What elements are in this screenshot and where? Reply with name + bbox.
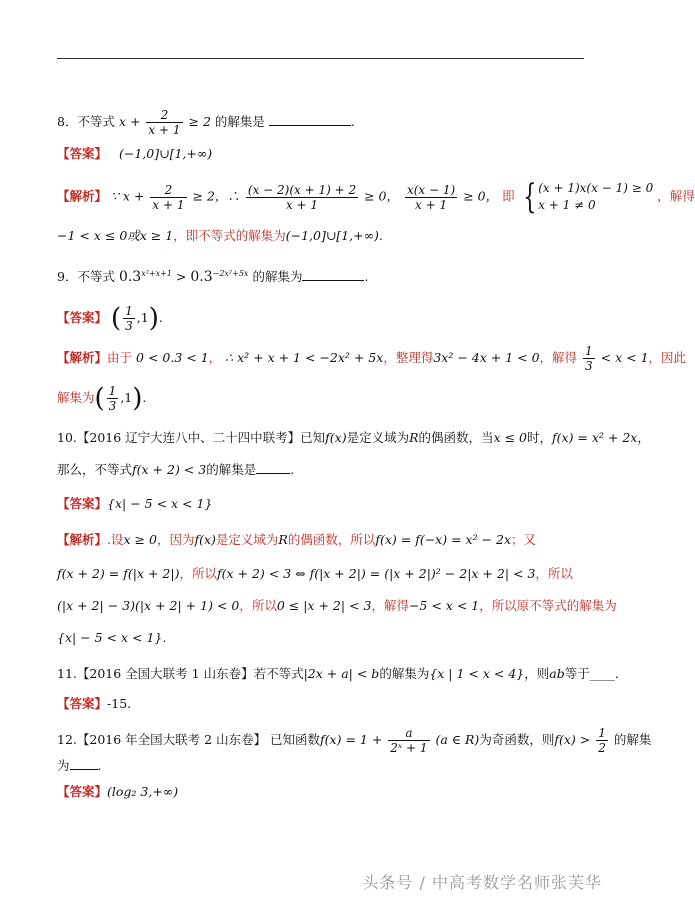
q10-sol-l3-b: ，解得 <box>371 598 409 613</box>
q11-answer <box>57 696 131 712</box>
q11-a: 11.【2016 全国大联考 1 山东卷】若不等式 <box>57 666 304 681</box>
q9-answer-lparen: ( <box>111 303 122 334</box>
q9-answer-blank[interactable] <box>302 280 364 281</box>
q8-sol-l2-end: . <box>378 228 383 243</box>
q8-sol-sys-2: x + 1 ≠ 0 <box>538 198 596 212</box>
q12-m2: (a ∈ R) <box>435 732 480 747</box>
q9-solution-line-1 <box>57 344 686 373</box>
q12-frac-1-den: 2ˣ + 1 <box>390 741 428 755</box>
q8-sol-frac-2 <box>246 183 358 212</box>
q11-answer-blank[interactable]: ____ <box>589 666 615 681</box>
q9-answer-rest: ,1 <box>136 310 149 325</box>
answer-label: 【答案】 <box>57 696 108 711</box>
q12-frac-1-num: a <box>388 726 429 741</box>
q10-l1-d: 时， <box>527 430 553 445</box>
q9-sol-l2-rest: ,1 <box>120 390 133 405</box>
q9-base-2: 0.3 <box>190 269 213 286</box>
q10-sol-l1-c: 是定义域为 <box>215 532 279 547</box>
q9-gt: > <box>171 269 191 285</box>
q10-l1-m3: x ≤ 0 <box>493 430 527 445</box>
q10-sol-l3-c: ，所以原不等式的解集为 <box>479 598 617 613</box>
question-12-line-1 <box>57 726 651 755</box>
question-12-line-2 <box>57 758 102 774</box>
q10-solution-line-4 <box>57 630 166 646</box>
q10-sol-l1-e: ；又 <box>511 532 537 547</box>
q10-l1-m1: f(x) <box>325 430 347 445</box>
q9-sol-frac-den: 3 <box>585 359 593 373</box>
q11-m3: ab <box>549 666 565 681</box>
q8-answer <box>57 146 212 162</box>
q10-l1-c: 的偶函数，当 <box>418 430 494 445</box>
q9-answer-den: 3 <box>125 319 133 333</box>
q9-sol-m4: < x < 1 <box>600 350 649 365</box>
q10-sol-l3-m3: −5 < x < 1 <box>408 598 480 613</box>
q11-end: . <box>614 666 619 681</box>
q10-sol-l1-b: ，因为 <box>156 532 195 547</box>
q8-answer-value: (−1,0]∪[1,+∞) <box>119 146 213 161</box>
q8-frac-num: 2 <box>146 108 182 123</box>
q10-l1-a: 10.【2016 辽宁大连八中、二十四中联考】已知 <box>57 430 326 445</box>
q10-sol-l1-a: .设 <box>107 532 124 547</box>
q12-a: 12.【2016 年全国大联考 2 山东卷】 已知函数 <box>57 732 321 747</box>
q9-sol-t4: ，解得 <box>539 350 578 365</box>
q8-answer-blank[interactable] <box>269 125 351 126</box>
q9-sol-frac-num: 1 <box>585 344 593 358</box>
q8-sol-s3: ≥ 0， <box>463 188 499 204</box>
q11-answer-value: -15 <box>107 696 128 711</box>
q9-sol-t2: ， <box>208 350 222 365</box>
q9-text: 9．不等式 <box>57 269 115 285</box>
q10-answer-blank[interactable] <box>256 473 290 474</box>
question-11 <box>57 666 619 682</box>
q9-sol-l2-den: 3 <box>108 399 117 413</box>
question-8 <box>57 108 355 137</box>
header-rule <box>57 58 584 59</box>
q10-l1-m2: R <box>409 430 419 445</box>
q12-m3: f(x) > <box>554 732 591 747</box>
q9-answer-num: 1 <box>125 304 133 318</box>
q9-suffix: 的解集为 <box>252 269 303 285</box>
solution-label: 【解析】 <box>57 350 108 365</box>
q12-c: 的解集 <box>613 732 652 747</box>
q9-sol-l2-lparen: ( <box>94 383 105 414</box>
q9-answer-frac <box>123 304 135 333</box>
q10-sol-l1-m2: f(x) <box>194 532 216 547</box>
q12-answer-blank[interactable] <box>70 769 98 770</box>
q9-exp-1: x²+x+1 <box>141 269 172 278</box>
q9-exp-2: −2x²+5x <box>212 269 249 278</box>
q12-frac-2-den: 2 <box>598 741 606 755</box>
q9-sol-l2-rparen: ) <box>132 383 143 414</box>
q8-solution-line-1 <box>57 177 695 217</box>
q11-b: 的解集为 <box>379 666 430 681</box>
q8-end: . <box>350 114 355 129</box>
q12-answer <box>57 784 178 800</box>
q10-sol-l4-end: . <box>162 630 167 645</box>
q10-sol-l1-m1: x ≥ 0 <box>123 532 157 547</box>
q10-l2-a: 那么，不等式 <box>57 462 133 477</box>
answer-label: 【答案】 <box>57 496 108 511</box>
question-10-line-2 <box>57 462 294 478</box>
answer-label: 【答案】 <box>57 784 108 799</box>
q9-sol-m3: 3x² − 4x + 1 < 0 <box>433 350 540 365</box>
answer-label: 【答案】 <box>57 146 108 161</box>
q8-sol-s2: ≥ 0， <box>364 188 399 204</box>
q8-sol-frac-1 <box>150 183 186 212</box>
q10-solution-line-1 <box>57 532 536 548</box>
q10-sol-l1-m4: f(x) = f(−x) = x² − 2x <box>375 532 512 547</box>
q11-m1: |2x + a| < b <box>303 666 380 681</box>
q9-end: . <box>364 269 369 285</box>
q8-sol-frac-1-den: x + 1 <box>152 197 185 212</box>
q12-frac-1 <box>388 726 429 755</box>
q10-l1-m4: f(x) = x² + 2x <box>552 430 638 445</box>
q9-sol-m1: 0 < 0.3 < 1 <box>136 350 209 365</box>
q9-sol-l2-text: 解集为 <box>57 390 95 405</box>
q10-sol-l2-m2: f(x + 2) < 3 ⇔ f(|x + 2|) = (|x + 2|)² − 2|x + 2| < 3 <box>216 566 536 581</box>
q12-line2-end: . <box>97 758 102 773</box>
q8-sol-frac-3-den: x + 1 <box>415 197 448 212</box>
q8-sol-l2-text: ，即不等式的解集为 <box>173 228 286 243</box>
q10-l1-b: 是定义域为 <box>346 430 410 445</box>
q8-sol-sys-1: (x + 1)x(x − 1) ≥ 0 <box>538 181 654 195</box>
q10-solution-line-2 <box>57 566 573 582</box>
q8-sol-frac-2-den: x + 1 <box>285 197 319 212</box>
q8-sol-frac-2-num: (x − 2)(x + 1) + 2 <box>247 182 357 197</box>
q10-answer <box>57 496 212 512</box>
solution-label: 【解析】 <box>57 188 108 204</box>
q9-sol-t3: ，整理得 <box>383 350 434 365</box>
q12-b: 为奇函数，则 <box>479 732 555 747</box>
q9-answer-end: . <box>158 310 163 325</box>
q8-sol-brace: { <box>522 177 536 217</box>
q9-sol-t1: 由于 <box>107 350 133 365</box>
q8-expr: x + <box>118 114 141 129</box>
q10-sol-l3-a: ，所以 <box>239 598 277 613</box>
q8-fraction <box>146 108 182 137</box>
q8-frac-den: x + 1 <box>148 123 181 137</box>
q8-sol-frac-1-num: 2 <box>150 183 186 198</box>
q11-c: ，则 <box>524 666 550 681</box>
q10-sol-l3-m2: 0 ≤ |x + 2| < 3 <box>276 598 372 613</box>
q10-l2-m: f(x + 2) < 3 <box>132 462 207 477</box>
q9-answer <box>57 304 163 333</box>
q10-answer-value: {x| − 5 < x < 1} <box>107 496 213 511</box>
watermark: 头条号 / 中高考数学名师张芙华 <box>362 873 602 892</box>
question-9 <box>57 266 368 285</box>
q8-sol-because: ∵ x + <box>111 188 145 204</box>
q8-rhs: ≥ 2 <box>188 114 211 129</box>
q9-sol-t5: ，因此 <box>648 350 687 365</box>
q9-answer-rparen: ) <box>148 303 159 334</box>
q10-l1-e: ， <box>637 430 650 445</box>
q8-sol-frac-3 <box>405 183 457 212</box>
q8-sol-jian: 即 <box>502 188 515 204</box>
q12-frac-2-num: 1 <box>598 726 606 740</box>
q8-sol-system <box>538 180 653 214</box>
q9-sol-m2: ∴ x² + x + 1 < −2x² + 5x <box>225 350 384 365</box>
answer-label: 【答案】 <box>57 310 108 325</box>
q11-answer-end: . <box>127 696 132 711</box>
q8-sol-l2-math: −1 < x ≤ 0或x ≥ 1 <box>57 228 174 243</box>
q10-sol-l2-b: ，所以 <box>535 566 573 581</box>
q11-m2: {x | 1 < x < 4} <box>429 666 525 681</box>
q10-sol-l1-d: 的偶函数，所以 <box>287 532 376 547</box>
q12-m1: f(x) = 1 + <box>320 732 383 747</box>
q8-suffix: 的解集是 <box>214 114 265 129</box>
q10-solution-line-3 <box>57 598 617 614</box>
q9-sol-frac <box>583 344 595 373</box>
q10-sol-l2-m1: f(x + 2) = f(|x + 2|) <box>57 566 180 581</box>
q10-sol-l3-m1: (|x + 2| − 3)(|x + 2| + 1) < 0 <box>57 598 240 613</box>
q10-l2-b: 的解集是 <box>206 462 257 477</box>
q12-frac-2 <box>596 726 608 755</box>
q12-line2: 为 <box>57 758 70 773</box>
q8-sol-frac-3-num: x(x − 1) <box>406 182 456 197</box>
q10-sol-l1-m3: R <box>278 532 288 547</box>
q8-sol-jiede: ，解得 <box>657 188 695 204</box>
q9-sol-l2-frac <box>107 384 119 413</box>
question-10-line-1 <box>57 430 650 446</box>
q9-base-1: 0.3 <box>118 269 142 286</box>
q12-answer-value: (log₂ 3,+∞) <box>107 784 179 799</box>
q8-sol-l2-set: (−1,0]∪[1,+∞) <box>285 228 379 243</box>
q9-sol-l2-num: 1 <box>108 384 117 398</box>
q10-l2-end: . <box>290 462 295 477</box>
q8-solution-line-2 <box>57 228 383 244</box>
solution-label: 【解析】 <box>57 532 108 547</box>
q10-sol-l4-m: {x| − 5 < x < 1} <box>57 630 163 645</box>
q11-d: 等于 <box>564 666 590 681</box>
q8-sol-s1: ≥ 2，∴ <box>192 188 240 204</box>
q9-solution-line-2 <box>57 384 146 413</box>
q8-text: 8．不等式 <box>57 114 115 129</box>
q9-sol-l2-end: . <box>142 390 147 405</box>
q10-sol-l2-a: ，所以 <box>179 566 217 581</box>
